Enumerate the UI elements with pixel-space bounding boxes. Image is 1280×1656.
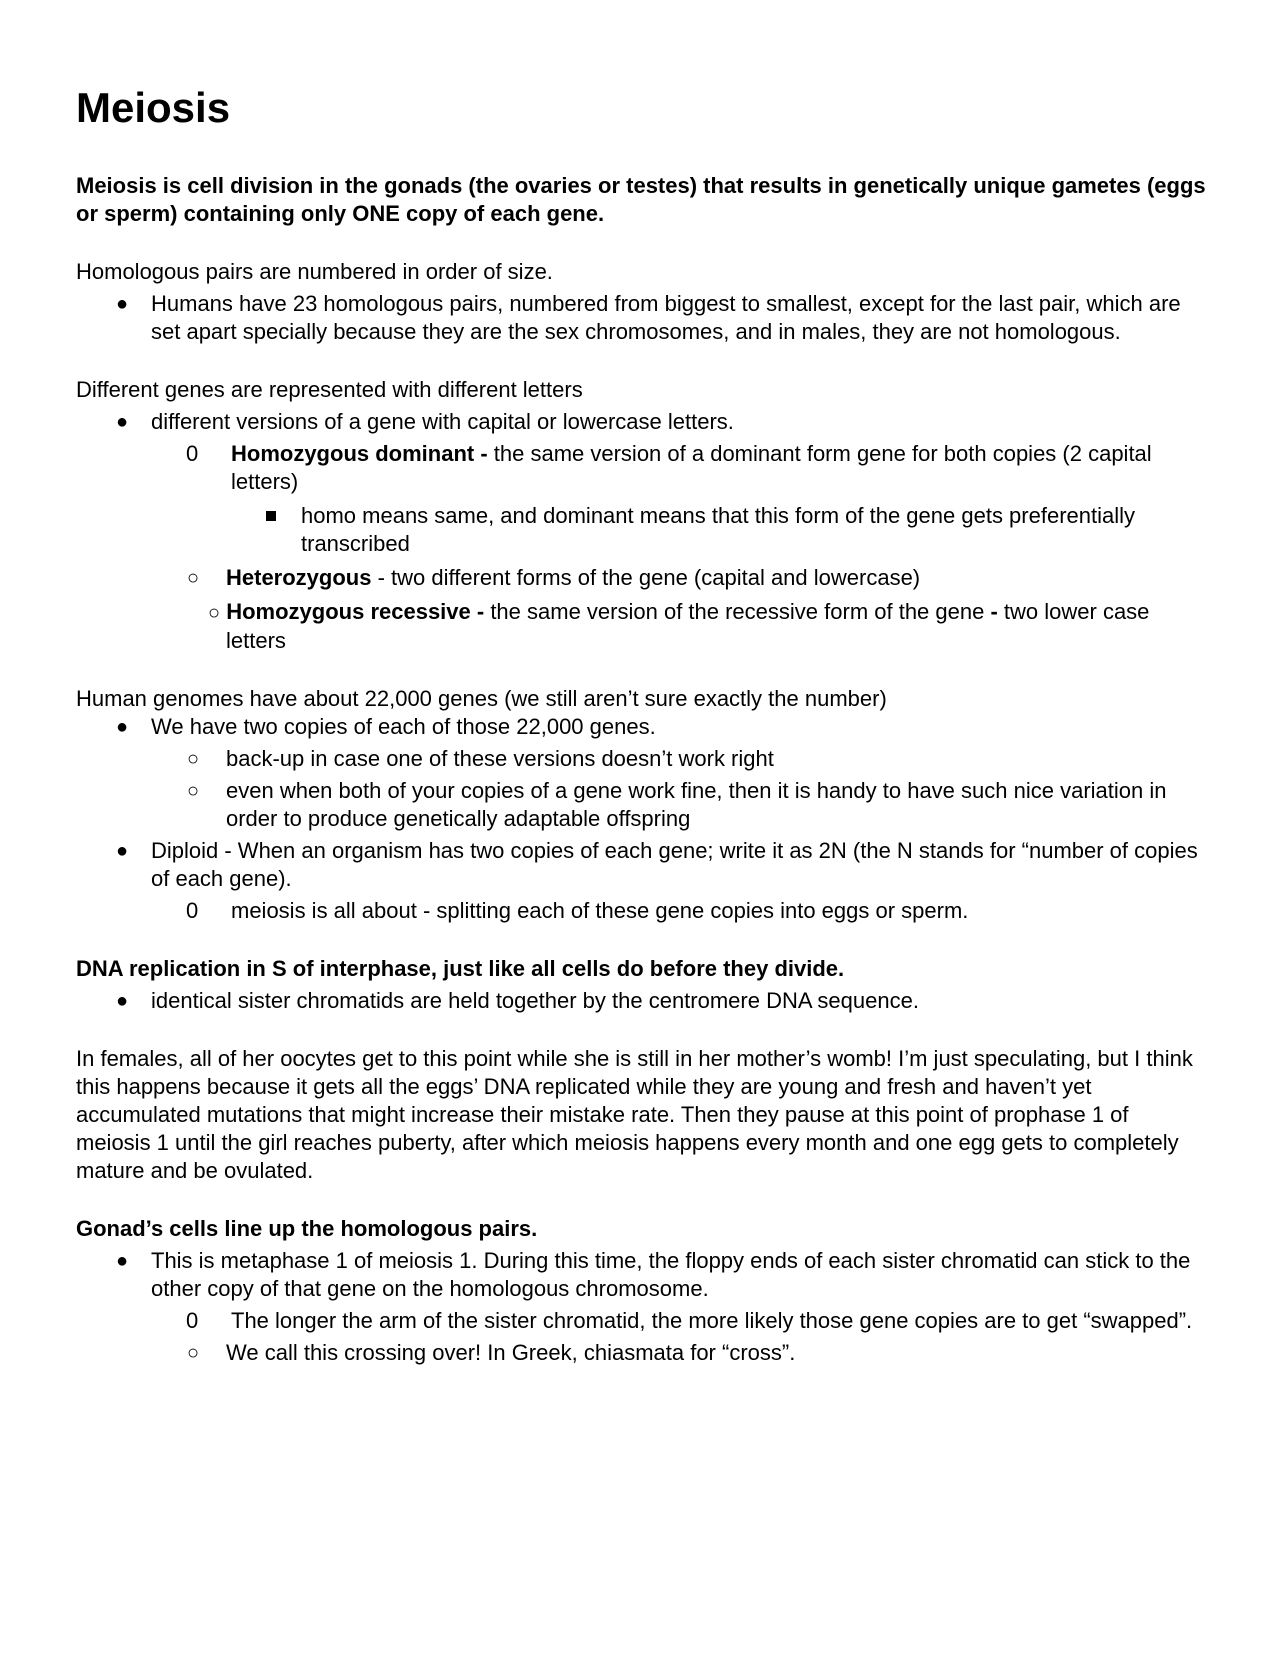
section-homologous-heading: Homologous pairs are numbered in order of size.	[76, 259, 553, 284]
section-homologous-lineup-heading: Gonad’s cells line up the homologous pairs.	[76, 1216, 538, 1241]
list-item-text: This is metaphase 1 of meiosis 1. During this time, the floppy ends of each sister chromatid can stick to the other copy of that gene on the homologous chromosome.	[151, 1248, 1191, 1301]
list-item	[76, 713, 1208, 741]
list-item	[76, 408, 1208, 436]
section-genome-heading: Human genomes have about 22,000 genes (we still aren’t sure exactly the number)	[76, 686, 887, 711]
list-item-text: even when both of your copies of a gene work fine, then it is handy to have such nice variation in order to produce genetically adaptable offspring	[226, 778, 1167, 831]
bullet-icon: ●	[115, 411, 129, 433]
bullet-icon: ●	[115, 293, 129, 315]
list-item-text: different versions of a gene with capital or lowercase letters.	[151, 409, 734, 434]
section-genes-heading: Different genes are represented with different letters	[76, 377, 583, 402]
spacer	[76, 655, 1208, 685]
bullet-icon: ●	[115, 716, 129, 738]
bullet-icon: ●	[115, 990, 129, 1012]
list-marker: 0	[186, 1308, 199, 1333]
list-item-text: We call this crossing over! In Greek, chiasmata for “cross”.	[226, 1340, 796, 1365]
list-item	[76, 598, 1208, 655]
bullet-icon: ●	[115, 1250, 129, 1272]
females-paragraph: In females, all of her oocytes get to this point while she is still in her mother’s womb! I’m just speculating, but I think this happens because it gets all the eggs’ DNA replicated while they are young and fresh and haven’t yet accumulated mutations that might increase their mistake rate. Then they pause at this point of prophase 1 of meiosis 1 until the girl reaches puberty, after which meiosis happens every month and one egg gets to completely mature and be ovulated.	[76, 1046, 1193, 1183]
spacer	[76, 925, 1208, 955]
list-item	[76, 1247, 1208, 1303]
list-item-text: the same version of the recessive form of the gene	[484, 599, 991, 624]
spacer	[76, 1185, 1208, 1215]
spacer	[76, 346, 1208, 376]
list-item	[76, 745, 1208, 773]
square-bullet-icon	[266, 511, 276, 521]
list-item	[76, 1339, 1208, 1367]
list-item-text: Diploid - When an organism has two copies of each gene; write it as 2N (the N stands for “number of copies of each gene).	[151, 838, 1198, 891]
circle-bullet-icon: ○	[208, 602, 221, 624]
list-item-text: meiosis is all about - splitting each of these gene copies into eggs or sperm.	[231, 898, 969, 923]
list-item	[76, 440, 1208, 496]
page-title: Meiosis	[76, 84, 231, 131]
term-heterozygous: Heterozygous	[226, 565, 372, 590]
list-marker: 0	[186, 441, 199, 466]
list-item-text: homo means same, and dominant means that this form of the gene gets preferentially transcribed	[301, 503, 1136, 556]
list-item-text: Humans have 23 homologous pairs, numbered from biggest to smallest, except for the last pair, which are set apart specially because they are the sex chromosomes, and in males, they are not homologous.	[151, 291, 1181, 344]
list-item-text: The longer the arm of the sister chromatid, the more likely those gene copies are to get “swapped”.	[231, 1308, 1193, 1333]
list-item-text: two lower case letters	[226, 599, 1150, 653]
circle-bullet-icon: ○	[187, 1342, 200, 1364]
list-item-text: the same version of a dominant form gene for both copies (2 capital letters)	[231, 441, 1152, 494]
list-item	[76, 777, 1208, 833]
intro-paragraph: Meiosis is cell division in the gonads (the ovaries or testes) that results in genetically unique gametes (eggs or sperm) containing only ONE copy of each gene.	[76, 173, 1206, 226]
list-item	[76, 837, 1208, 893]
dash: -	[990, 599, 998, 624]
term-homozygous-dominant: Homozygous dominant -	[231, 441, 488, 466]
list-item-text: back-up in case one of these versions doesn’t work right	[226, 746, 774, 771]
circle-bullet-icon: ○	[187, 748, 200, 770]
spacer	[76, 1015, 1208, 1045]
bullet-icon: ●	[115, 840, 129, 862]
spacer	[76, 228, 1208, 258]
circle-bullet-icon: ○	[187, 780, 200, 802]
term-homozygous-recessive: Homozygous recessive -	[226, 599, 485, 624]
list-item	[76, 1307, 1208, 1335]
section-dna-replication-heading: DNA replication in S of interphase, just like all cells do before they divide.	[76, 956, 845, 981]
list-item-text: We have two copies of each of those 22,000 genes.	[151, 714, 656, 739]
list-item	[76, 987, 1208, 1015]
list-item-text: - two different forms of the gene (capital and lowercase)	[371, 565, 921, 590]
list-item	[76, 502, 1208, 558]
list-item	[76, 897, 1208, 925]
list-marker: 0	[186, 898, 199, 923]
list-item	[76, 290, 1208, 346]
list-item	[76, 564, 1208, 592]
circle-bullet-icon: ○	[187, 567, 200, 589]
list-item-text: identical sister chromatids are held together by the centromere DNA sequence.	[151, 988, 919, 1013]
